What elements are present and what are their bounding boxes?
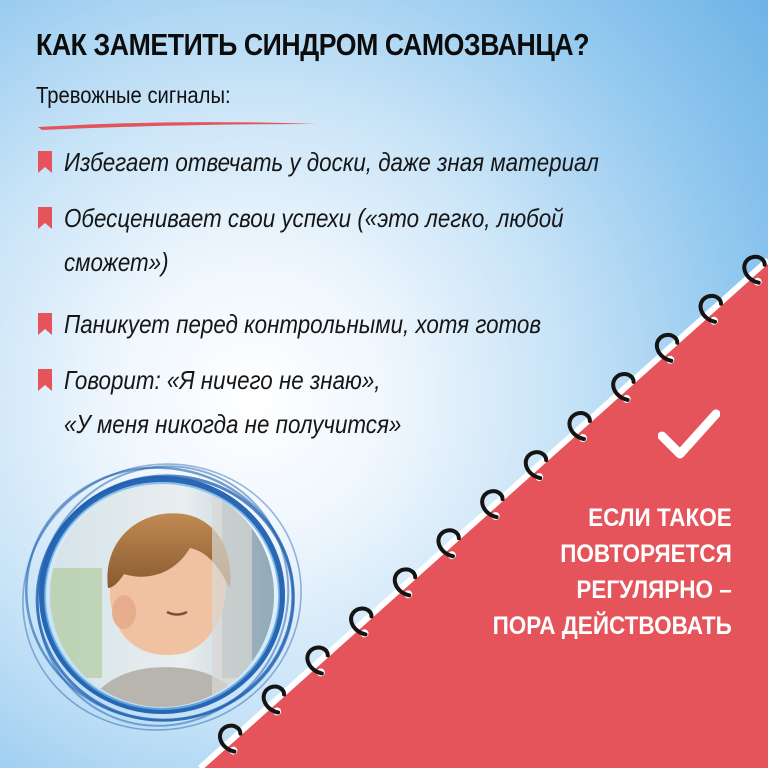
page-title: КАК ЗАМЕТИТЬ СИНДРОМ САМОЗВАНЦА? [36, 27, 590, 62]
signal-item [38, 302, 718, 346]
red-bookmark-icon [38, 313, 52, 335]
subtitle-underline [36, 118, 318, 136]
signal-item [38, 196, 718, 284]
signal-item [38, 140, 718, 184]
callout-text [493, 500, 732, 644]
red-bookmark-icon [38, 151, 52, 173]
callout-line: РЕГУЛЯРНО – [576, 576, 732, 604]
warning-signals-list [38, 140, 718, 458]
signal-text: Говорит: «Я ничего не знаю», «У меня никогда не получится» [64, 365, 402, 439]
callout-line: ЕСЛИ ТАКОЕ [588, 504, 732, 532]
photo-sad-boy [12, 448, 322, 750]
callout-line: ПОВТОРЯЕТСЯ [560, 540, 732, 568]
signal-text: Паникует перед контрольными, хотя готов [64, 309, 542, 339]
signal-text: Обесценивает свои успехи («это легко, любой сможет») [64, 203, 564, 277]
checkmark-icon [658, 408, 720, 460]
signal-text: Избегает отвечать у доски, даже зная материал [64, 147, 599, 177]
subtitle: Тревожные сигналы: [36, 82, 231, 108]
signal-item [38, 358, 718, 446]
red-bookmark-icon [38, 207, 52, 229]
callout-line: ПОРА ДЕЙСТВОВАТЬ [492, 612, 732, 640]
red-bookmark-icon [38, 369, 52, 391]
